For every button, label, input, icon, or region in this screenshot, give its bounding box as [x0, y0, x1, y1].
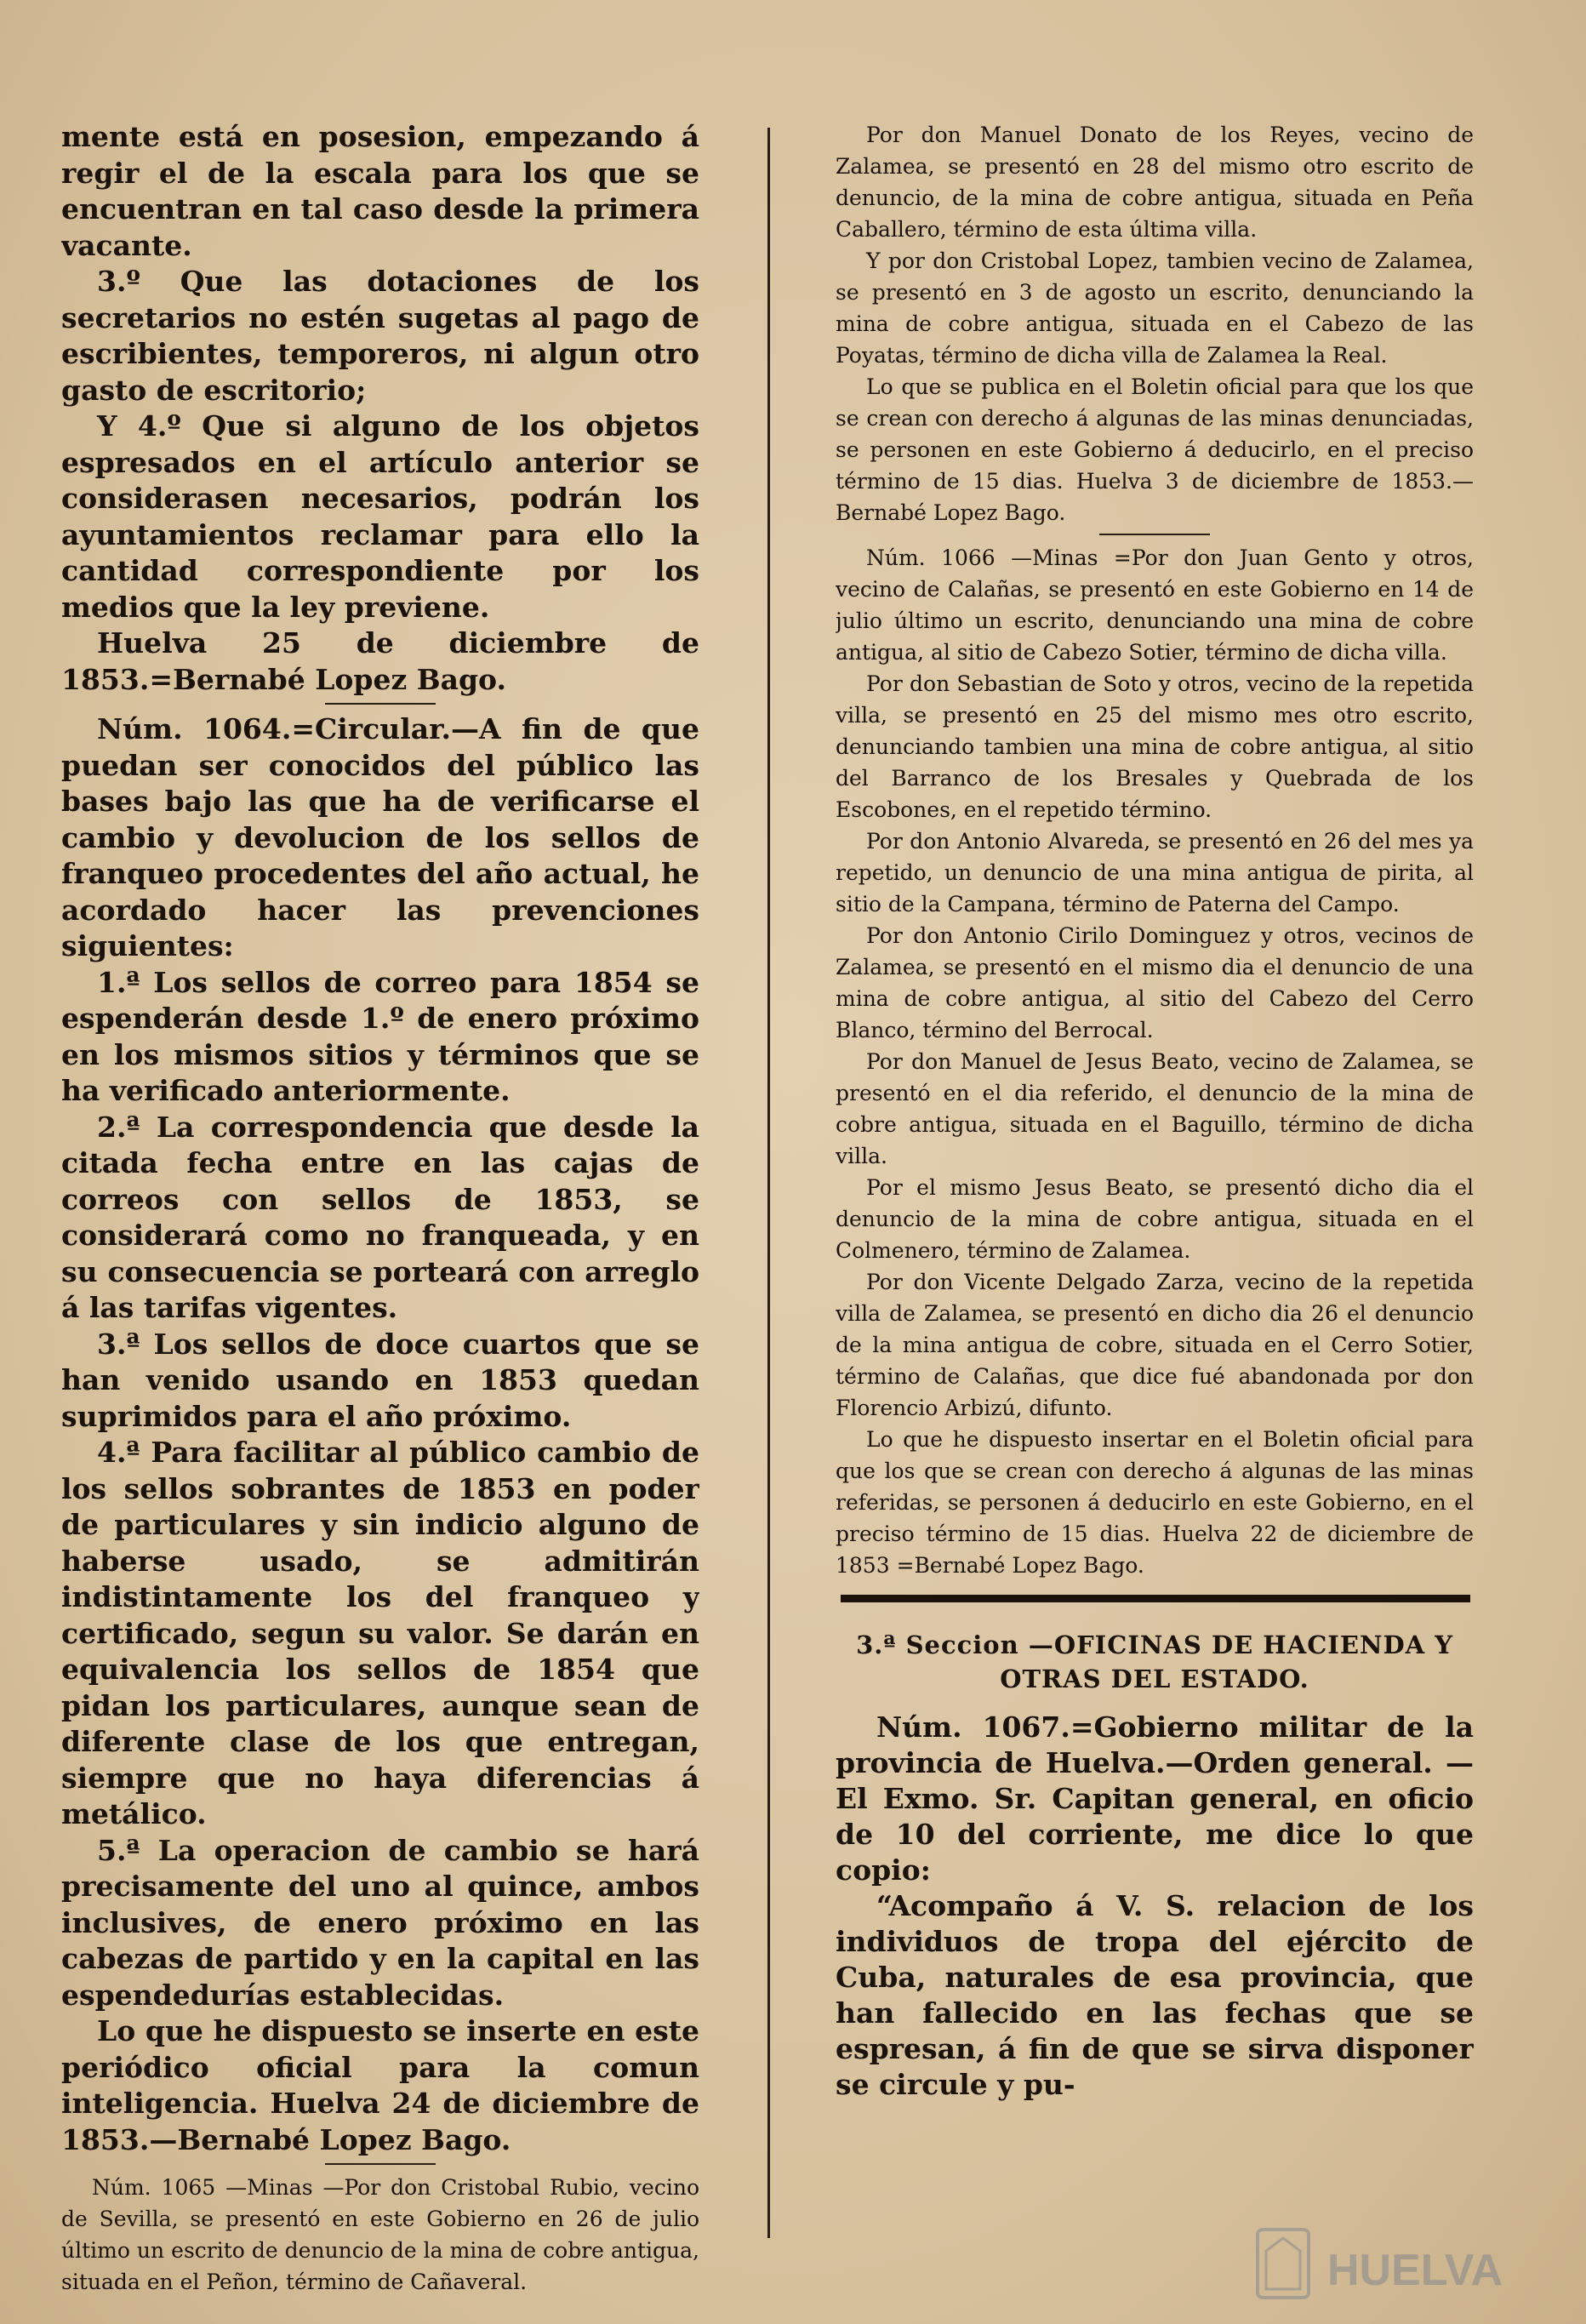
closing-1066-paragraph: Lo que he dispuesto insertar en el Boletin oficial para que los que se crean con derecho á algunas de las minas referidas, se personen á deducirlo en este Gobierno, en el preciso término de 15 dias. Huelva 22 de diciembre de 1853 =Bernabé Lopez Bago. — [836, 1427, 1474, 1578]
right-column — [836, 119, 1474, 2103]
separator-rule — [1099, 534, 1210, 535]
num-1065-paragraph: Núm. 1065 —Minas —Por don Cristobal Rubio, vecino de Sevilla, se presentó en este Gobierno en 26 de julio último un escrito de denuncio de la mina de cobre antigua, situada en el Peñon, término de Cañaveral. — [61, 2175, 699, 2294]
left-bottom-text — [61, 2172, 699, 2298]
library-watermark — [1251, 2213, 1540, 2306]
closing-1064-paragraph: Lo que he dispuesto se inserte en este periódico oficial para la comun inteligencia. Huelva 24 de diciembre de 1853.—Bernabé Lopez Bago. — [61, 2014, 699, 2156]
rule-3-paragraph: 3.ª Los sellos de doce cuartos que se han venido usando en 1853 quedan suprimidos para el año próximo. — [61, 1327, 699, 1433]
item-3-paragraph: 3.º Que las dotaciones de los secretarios no estén sugetas al pago de escribientes, temporeros, ni algun otro gasto de escritorio; — [61, 265, 699, 407]
column-divider — [767, 128, 770, 2238]
rule-2-paragraph: 2.ª La correspondencia que desde la citada fecha entre en las cajas de correos con sellos de 1853, se considerará como no franqueada, y en su consecuencia se porteará con arreglo á las tarifas vigentes. — [61, 1110, 699, 1324]
num-1066-paragraph: Núm. 1066 —Minas =Por don Juan Gento y otros, vecino de Calañas, se presentó en este Gobierno en 14 de julio último un escrito, denunciando una mina de cobre antigua, al sitio de Cabezo Sotier, término de dicha villa. — [836, 545, 1474, 665]
left-column — [61, 119, 699, 2298]
item-4-paragraph: Y 4.º Que si alguno de los objetos espresados en el artículo anterior se considerasen necesarios, podrán los ayuntamientos reclamar para ello la cantidad correspondiente por los medios que la ley previene. — [61, 409, 699, 624]
section-heading: 3.ª Seccion —OFICINAS DE HACIENDA Y OTRAS DEL ESTADO. — [856, 1630, 1453, 1693]
beato-1-paragraph: Por don Manuel de Jesus Beato, vecino de Zalamea, se presentó en el dia referido, el denuncio de la mina de cobre antigua, situada en el Baguillo, término de dicha villa. — [836, 1049, 1474, 1168]
separator-rule — [325, 703, 436, 705]
right-mines-text — [836, 119, 1474, 1581]
num-1064-intro: Núm. 1064.=Circular.—A fin de que puedan ser conocidos del público las bases bajo las que ha de verificarse el cambio y devolucion de los sellos de franqueo procedentes del año actual, he acordado hacer las prevenciones siguientes: — [61, 712, 699, 962]
delgado-paragraph: Por don Vicente Delgado Zarza, vecino de la repetida villa de Zalamea, se presentó en dicho dia 26 el denuncio de la mina antigua de cobre, situada en el Cerro Sotier, término de Calañas, que dice fué abandonada por don Florencio Arbizú, difunto. — [836, 1270, 1474, 1420]
continuation-paragraph: mente está en posesion, empezando á regir el de la escala para los que se encuentran en tal caso desde la primera vacante. — [61, 120, 699, 262]
separator-rule — [325, 2163, 436, 2165]
left-top-text — [61, 119, 699, 2158]
quote-paragraph: “Acompaño á V. S. relacion de los individuos de tropa del ejército de Cuba, naturales de esa provincia, que han fallecido en las fechas que se espresan, á fin de que se sirva disponer se circule y pu- — [836, 1889, 1474, 2101]
alvareda-paragraph: Por don Antonio Alvareda, se presentó en 26 del mes ya repetido, un denuncio de una mina antigua de pirita, al sitio de la Campana, término de Paterna del Campo. — [836, 829, 1474, 916]
num-1067-paragraph: Núm. 1067.=Gobierno militar de la provincia de Huelva.—Orden general. —El Exmo. Sr. Capitan general, en oficio de 10 del corriente, me dice lo que copio: — [836, 1710, 1474, 1887]
closing-1065-paragraph: Lo que se publica en el Boletin oficial para que los que se crean con derecho á algunas de las minas denunciadas, se personen en este Gobierno á deducirlo, en el preciso término de 15 dias. Huelva 3 de diciembre de 1853.—Bernabé Lopez Bago. — [836, 374, 1474, 525]
watermark-text: HUELVA — [1327, 2246, 1503, 2295]
beato-2-paragraph: Por el mismo Jesus Beato, se presentó dicho dia el denuncio de la mina de cobre antigua, situada en el Colmenero, término de Zalamea. — [836, 1175, 1474, 1263]
soto-paragraph: Por don Sebastian de Soto y otros, vecino de la repetida villa, se presentó en 25 del mismo mes otro escrito, denunciando tambien una mina de cobre antigua, al sitio del Barranco de los Bresales y Quebrada de los Escobones, en el repetido término. — [836, 671, 1474, 822]
rule-4-paragraph: 4.ª Para facilitar al público cambio de los sellos sobrantes de 1853 en poder de particulares y sin indicio alguno de haberse usado, se admitirán indistintamente los del franqueo y certificado, segun su valor. Se darán en equivalencia los sellos de 1854 que pidan los particulares, aunque sean de diferente clase de los que entregan, siempre que no haya diferencias á metálico. — [61, 1436, 699, 1830]
lopez-paragraph: Y por don Cristobal Lopez, tambien vecino de Zalamea, se presentó en 3 de agosto un escrito, denunciando la mina de cobre antigua, situada en el Cabezo de las Poyatas, término de dicha villa de Zalamea la Real. — [836, 248, 1474, 368]
cirilo-paragraph: Por don Antonio Cirilo Dominguez y otros, vecinos de Zalamea, se presentó en el mismo dia el denuncio de una mina de cobre antigua, al sitio del Cabezo del Cerro Blanco, término del Berrocal. — [836, 923, 1474, 1042]
donato-paragraph: Por don Manuel Donato de los Reyes, vecino de Zalamea, se presentó en 28 del mismo otro escrito de denuncio, de la mina de cobre antigua, situada en Peña Caballero, término de esta última villa. — [836, 123, 1474, 242]
rule-1-paragraph: 1.ª Los sellos de correo para 1854 se espenderán desde 1.º de enero próximo en los mismos sitios y términos que se ha verificado anteriormente. — [61, 965, 699, 1107]
rule-5-paragraph: 5.ª La operacion de cambio se hará precisamente del uno al quince, ambos inclusives, de enero próximo en las cabezas de partido y en la capital en las espendedurías establecidas. — [61, 1833, 699, 2012]
signature-1064-prev: Huelva 25 de diciembre de 1853.=Bernabé Lopez Bago. — [61, 626, 699, 696]
right-order-text — [836, 1710, 1474, 2103]
watermark-emblem-icon — [1258, 2230, 1309, 2298]
section-thick-rule — [841, 1595, 1470, 1602]
